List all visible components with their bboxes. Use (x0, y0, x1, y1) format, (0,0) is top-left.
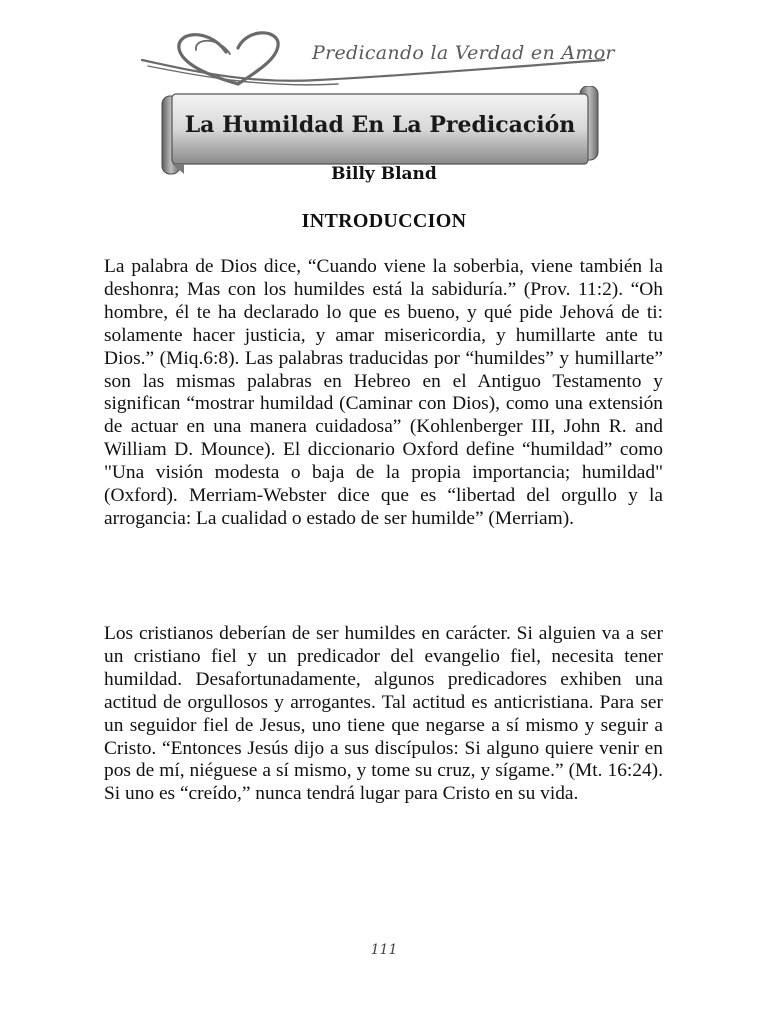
page-number: 111 (370, 942, 398, 958)
paragraph-1: La palabra de Dios dice, “Cuando viene la soberbia, viene también la deshonra; Mas con los humildes está la sabiduría.” (Prov. 11:2). “Oh hombre, él te ha declarado lo que es bueno, y qué pide Jehová de ti: solamente hacer justicia, y amar misericordia, y humillarte ante tu Dios.” (Miq.6:8). Las palabras traducidas por “humildes” y humillarte” son las mismas palabras en Hebreo en el Antiguo Testamento y significan “mostrar humildad (Caminar con Dios), como una extensión de actuar en una manera cuidadosa” (Kohlenberger III, John R. and William D. Mounce). El diccionario Oxford define “humildad” como "Una visión modesta o baja de la propia importancia; humildad" (Oxford). Merriam-Webster dice que es “libertad del orgullo y la arrogancia: La cualidad o estado de ser humilde” (Merriam). (104, 256, 663, 529)
document-title: La Humildad En La Predicación (184, 112, 576, 138)
header-tagline: Predicando la Verdad en Amor (312, 42, 615, 64)
section-heading: INTRODUCCION (301, 210, 467, 232)
paragraph-2: Los cristianos deberían de ser humildes en carácter. Si alguien va a ser un cristiano fiel y un predicador del evangelio fiel, necesita tener humildad. Desafortunadamente, algunos predicadores exhiben una actitud de orgullosos y arrogantes. Tal actitud es anticristiana. Para ser un seguidor fiel de Jesus, uno tiene que negarse a sí mismo y seguir a Cristo. “Entonces Jesús dijo a sus discípulos: Si alguno quiere venir en pos de mí, niéguese a sí mismo, y tome su cruz, y sígame.” (Mt. 16:24). Si uno es “creído,” nunca tendrá lugar para Cristo en su vida. (104, 623, 663, 805)
author-name: Billy Bland (331, 164, 437, 184)
